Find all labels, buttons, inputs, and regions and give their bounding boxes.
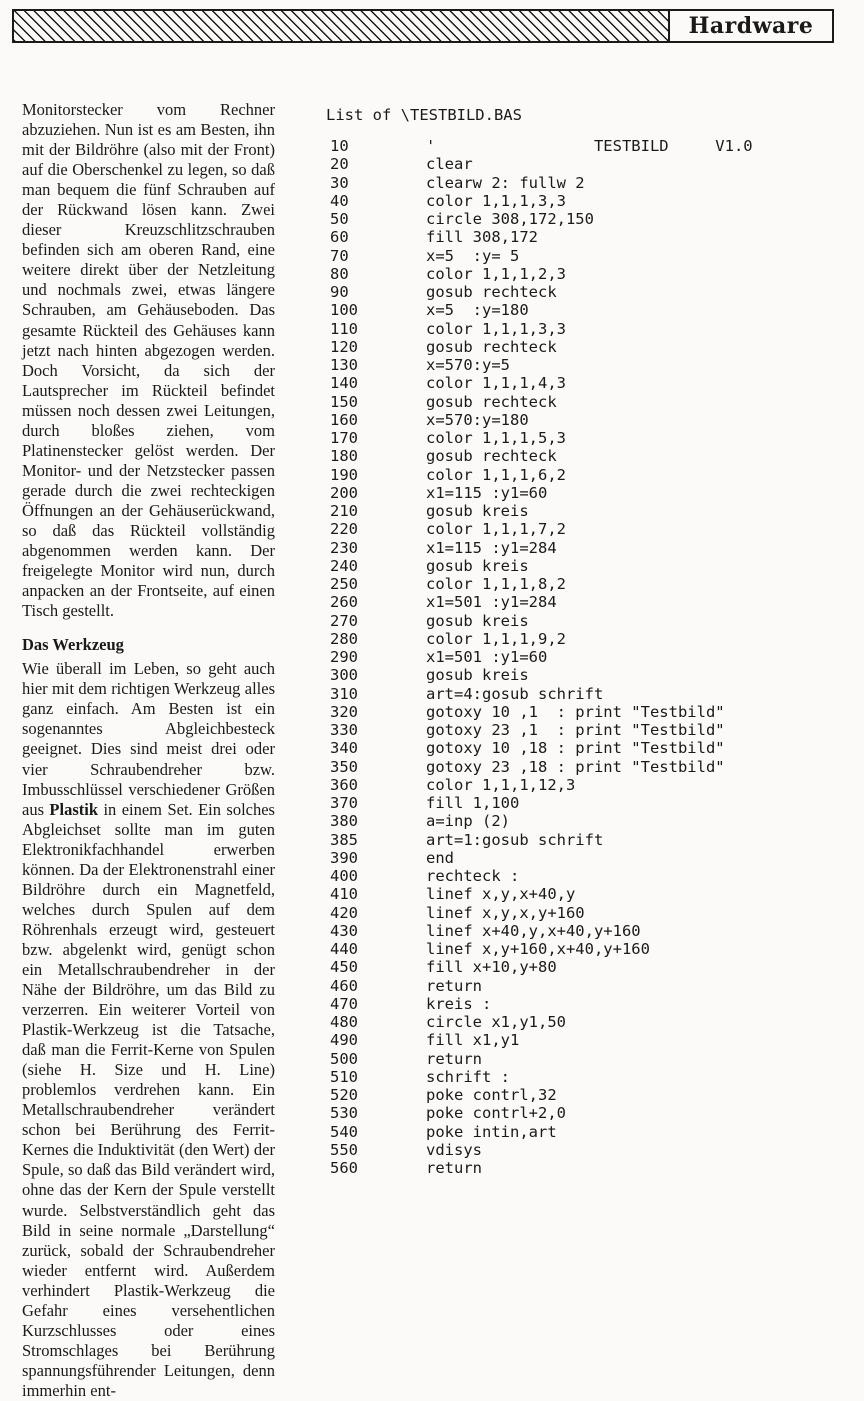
line-number: 80 xyxy=(330,264,349,283)
line-number: 500 xyxy=(330,1049,358,1068)
code-text: fill x1,y1 xyxy=(426,1031,520,1050)
line-number: 560 xyxy=(330,1159,358,1177)
code-text: fill x+10,y+80 xyxy=(426,958,557,977)
code-line xyxy=(326,174,856,192)
code-text: color 1,1,1,9,2 xyxy=(426,629,566,648)
code-lines xyxy=(326,137,856,1177)
code-line xyxy=(326,922,856,940)
line-number: 240 xyxy=(330,556,358,575)
line-number: 510 xyxy=(330,1067,358,1086)
listing-title: List of \TESTBILD.BAS xyxy=(326,106,522,124)
code-line xyxy=(326,429,856,447)
code-text: linef x,y,x+40,y xyxy=(426,885,576,904)
code-text: gosub kreis xyxy=(426,611,529,630)
program-listing xyxy=(326,103,856,1177)
line-number: 160 xyxy=(330,410,358,429)
line-number: 290 xyxy=(330,648,358,666)
header-hatch-band xyxy=(12,9,676,43)
line-number: 380 xyxy=(330,812,358,831)
code-text: gosub rechteck xyxy=(426,337,557,356)
code-line xyxy=(326,593,856,611)
line-number: 390 xyxy=(330,848,358,867)
code-line xyxy=(326,447,856,465)
code-line xyxy=(326,612,856,630)
code-line xyxy=(326,1141,856,1159)
line-number: 490 xyxy=(330,1031,358,1050)
line-number: 270 xyxy=(330,611,358,630)
code-line xyxy=(326,703,856,721)
code-text: gotoxy 23 ,18 : print "Testbild" xyxy=(426,757,725,776)
line-number: 410 xyxy=(330,885,358,904)
line-number: 90 xyxy=(330,283,349,301)
line-number: 150 xyxy=(330,392,358,411)
line-number: 110 xyxy=(330,319,358,338)
code-text: fill 1,100 xyxy=(426,794,520,812)
line-number: 300 xyxy=(330,666,358,685)
code-line xyxy=(326,685,856,703)
code-text: circle 308,172,150 xyxy=(426,210,594,228)
code-line xyxy=(326,265,856,283)
code-text: gosub rechteck xyxy=(426,447,557,466)
line-number: 40 xyxy=(330,191,349,210)
article-column xyxy=(22,100,275,1401)
code-text: color 1,1,1,8,2 xyxy=(426,575,566,593)
code-line xyxy=(326,721,856,739)
line-number: 330 xyxy=(330,721,358,739)
code-line xyxy=(326,210,856,228)
paragraph-text: Wie überall im Leben, so geht auch hier mit dem richtigen Werkzeug alles ganz einfach. Am Besten ist ein sogenanntes Abgleichbesteck geeignet. Dies sind meist drei oder vier Schraubendreher bzw. Imbusschlüssel verschiedener Größen aus xyxy=(22,659,275,819)
code-line xyxy=(326,758,856,776)
line-number: 10 xyxy=(330,137,349,155)
code-text: rechteck : xyxy=(426,867,520,885)
line-number: 385 xyxy=(330,830,358,849)
line-number: 50 xyxy=(330,210,349,228)
line-number: 190 xyxy=(330,465,358,484)
code-line xyxy=(326,301,856,319)
code-line xyxy=(326,739,856,757)
code-line xyxy=(326,1123,856,1141)
article-paragraph-2 xyxy=(22,659,275,1401)
code-text: x1=501 :y1=60 xyxy=(426,648,548,666)
line-number: 30 xyxy=(330,173,349,192)
code-text: gosub rechteck xyxy=(426,283,557,301)
code-line xyxy=(326,393,856,411)
line-number: 450 xyxy=(330,958,358,977)
code-text: color 1,1,1,5,3 xyxy=(426,429,566,447)
code-line xyxy=(326,849,856,867)
code-line xyxy=(326,137,856,155)
code-text: circle x1,y1,50 xyxy=(426,1013,566,1031)
line-number: 480 xyxy=(330,1013,358,1031)
code-text: color 1,1,1,6,2 xyxy=(426,465,566,484)
code-line xyxy=(326,958,856,976)
code-line xyxy=(326,1068,856,1086)
line-number: 430 xyxy=(330,921,358,940)
code-text: x=570:y=5 xyxy=(426,356,510,374)
code-line xyxy=(326,320,856,338)
code-text: gotoxy 10 ,1 : print "Testbild" xyxy=(426,702,725,721)
code-line xyxy=(326,466,856,484)
code-text: return xyxy=(426,976,482,995)
code-line xyxy=(326,831,856,849)
line-number: 70 xyxy=(330,246,349,265)
line-number: 210 xyxy=(330,502,358,520)
code-text: return xyxy=(426,1159,482,1177)
code-line xyxy=(326,940,856,958)
code-line xyxy=(326,648,856,666)
line-number: 250 xyxy=(330,575,358,593)
code-line xyxy=(326,502,856,520)
code-text: gosub rechteck xyxy=(426,392,557,411)
line-number: 130 xyxy=(330,356,358,374)
code-line xyxy=(326,995,856,1013)
code-text: fill 308,172 xyxy=(426,228,538,247)
code-text: gotoxy 23 ,1 : print "Testbild" xyxy=(426,721,725,739)
code-text: schrift : xyxy=(426,1067,510,1086)
line-number: 170 xyxy=(330,429,358,447)
code-text: art=1:gosub schrift xyxy=(426,830,604,849)
code-line xyxy=(326,283,856,301)
code-line xyxy=(326,977,856,995)
line-number: 310 xyxy=(330,684,358,703)
code-line xyxy=(326,904,856,922)
line-number: 360 xyxy=(330,775,358,794)
code-text: vdisys xyxy=(426,1140,482,1159)
code-text: x1=115 :y1=284 xyxy=(426,538,557,557)
code-line xyxy=(326,867,856,885)
code-text: art=4:gosub schrift xyxy=(426,684,604,703)
line-number: 220 xyxy=(330,520,358,539)
code-text: color 1,1,1,4,3 xyxy=(426,374,566,393)
code-line xyxy=(326,374,856,392)
line-number: 460 xyxy=(330,976,358,995)
code-line xyxy=(326,338,856,356)
line-number: 100 xyxy=(330,301,358,320)
code-text: poke contrl,32 xyxy=(426,1086,557,1104)
code-line xyxy=(326,356,856,374)
code-line xyxy=(326,1159,856,1177)
code-line xyxy=(326,247,856,265)
code-text: x=570:y=180 xyxy=(426,410,529,429)
code-line xyxy=(326,192,856,210)
line-number: 350 xyxy=(330,757,358,776)
code-line xyxy=(326,666,856,684)
line-number: 120 xyxy=(330,337,358,356)
code-text: color 1,1,1,7,2 xyxy=(426,520,566,539)
line-number: 280 xyxy=(330,629,358,648)
line-number: 140 xyxy=(330,374,358,393)
code-text: end xyxy=(426,848,454,867)
code-line xyxy=(326,1086,856,1104)
line-number: 540 xyxy=(330,1122,358,1141)
code-text: ' TESTBILD V1.0 xyxy=(426,137,753,155)
code-line xyxy=(326,575,856,593)
code-text: return xyxy=(426,1049,482,1068)
code-text: x1=501 :y1=284 xyxy=(426,593,557,612)
line-number: 260 xyxy=(330,593,358,612)
paragraph-text: in einem Set. Ein solches Abgleichset sollte man im guten Elektronikfachhandel erwerben können. Da der Elektronenstrahl einer Bildröhre durch ein Magnetfeld, welches durch Spulen auf dem Röhrenhals erzeugt wird, gesteuert bzw. abgelenkt wird, genügt schon ein Metallschraubendreher in der Nähe der Bildröhre, um das Bild zu verzerren. Ein weiterer Vorteil von Plastik-Werkzeug ist die Tatsache, daß man die Ferrit-Kerne von Spulen (siehe H. Size und H. Line) problemlos verdrehen kann. Ein Metallschraubendreher verändert schon bei Berührung des Ferrit-Kernes die Induktivität (den Wert) der Spule, so daß das Bild verändert wird, ohne das der Kern der Spule verstellt wurde. Selbstverständlich geht das Bild in seine normale „Darstellung“ zurück, sobald der Schraubendreher wieder entfernt wird. Außerdem verhindert Plastik-Werkzeug die Gefahr eines versehentlichen Kurzschlusses oder eines Stromschlages bei Berührung spannungsführender Leitungen, denn immerhin ent- xyxy=(22,799,275,1400)
code-text: a=inp (2) xyxy=(426,812,510,831)
code-line xyxy=(326,1050,856,1068)
code-text: gosub kreis xyxy=(426,556,529,575)
code-line xyxy=(326,411,856,429)
line-number: 470 xyxy=(330,994,358,1013)
line-number: 520 xyxy=(330,1086,358,1104)
code-line xyxy=(326,155,856,173)
line-number: 400 xyxy=(330,867,358,885)
code-line xyxy=(326,484,856,502)
line-number: 340 xyxy=(330,739,358,758)
code-text: color 1,1,1,12,3 xyxy=(426,775,576,794)
code-text: kreis : xyxy=(426,994,492,1013)
code-text: clearw 2: fullw 2 xyxy=(426,173,585,192)
code-text: gosub kreis xyxy=(426,502,529,520)
code-text: x1=115 :y1=60 xyxy=(426,483,548,502)
line-number: 420 xyxy=(330,903,358,922)
code-text: poke contrl+2,0 xyxy=(426,1104,566,1123)
code-text: gosub kreis xyxy=(426,666,529,685)
line-number: 230 xyxy=(330,538,358,557)
code-text: color 1,1,1,2,3 xyxy=(426,264,566,283)
code-line xyxy=(326,885,856,903)
code-text: gotoxy 10 ,18 : print "Testbild" xyxy=(426,739,725,758)
code-text: color 1,1,1,3,3 xyxy=(426,191,566,210)
code-line xyxy=(326,557,856,575)
section-label: Hardware xyxy=(668,9,834,43)
line-number: 320 xyxy=(330,702,358,721)
code-text: x=5 :y= 5 xyxy=(426,246,520,265)
code-text: x=5 :y=180 xyxy=(426,301,529,320)
code-line xyxy=(326,776,856,794)
code-text: linef x,y+160,x+40,y+160 xyxy=(426,940,650,958)
article-paragraph-1: Monitorstecker vom Rechner abzuziehen. Nun ist es am Besten, ihn mit der Bildröhre (also mit der Front) auf die Oberschenkel zu legen, so daß man bequem die fünf Schrauben auf der Rückwand lösen kann. Zwei dieser Kreuzschlitzschrauben befinden sich am oberen Rand, eine weitere direkt über der Netzleitung und nochmals zwei, etwas längere Schrauben, am Gehäuseboden. Das gesamte Rückteil des Gehäuses kann jetzt nach hinten abgezogen werden. Doch Vorsicht, da sich der Lautsprecher im Rückteil befindet müssen noch dessen zwei Leitungen, durch bloßes ziehen, vom Platinenstecker gelöst werden. Der Monitor- und der Netzstecker passen gerade durch die zwei rechteckigen Öffnungen an der Gehäuserückwand, so daß das Rückteil vollständig abgenommen werden kann. Der freigelegte Monitor wird nun, durch anpacken an der Frontseite, auf einen Tisch gestellt. xyxy=(22,100,275,621)
paragraph-bold-text: Plastik xyxy=(49,799,99,819)
code-line xyxy=(326,1031,856,1049)
line-number: 440 xyxy=(330,940,358,958)
line-number: 530 xyxy=(330,1104,358,1123)
code-line xyxy=(326,812,856,830)
code-text: poke intin,art xyxy=(426,1122,557,1141)
code-line xyxy=(326,794,856,812)
line-number: 180 xyxy=(330,447,358,466)
article-subheading: Das Werkzeug xyxy=(22,635,124,655)
code-text: linef x+40,y,x+40,y+160 xyxy=(426,921,641,940)
code-line xyxy=(326,630,856,648)
line-number: 200 xyxy=(330,483,358,502)
code-text: clear xyxy=(426,155,473,174)
code-line xyxy=(326,1104,856,1122)
code-line xyxy=(326,539,856,557)
code-text: linef x,y,x,y+160 xyxy=(426,903,585,922)
line-number: 370 xyxy=(330,794,358,812)
code-line xyxy=(326,520,856,538)
line-number: 550 xyxy=(330,1140,358,1159)
line-number: 60 xyxy=(330,228,349,247)
code-line xyxy=(326,1013,856,1031)
code-text: color 1,1,1,3,3 xyxy=(426,319,566,338)
line-number: 20 xyxy=(330,155,349,174)
code-line xyxy=(326,228,856,246)
